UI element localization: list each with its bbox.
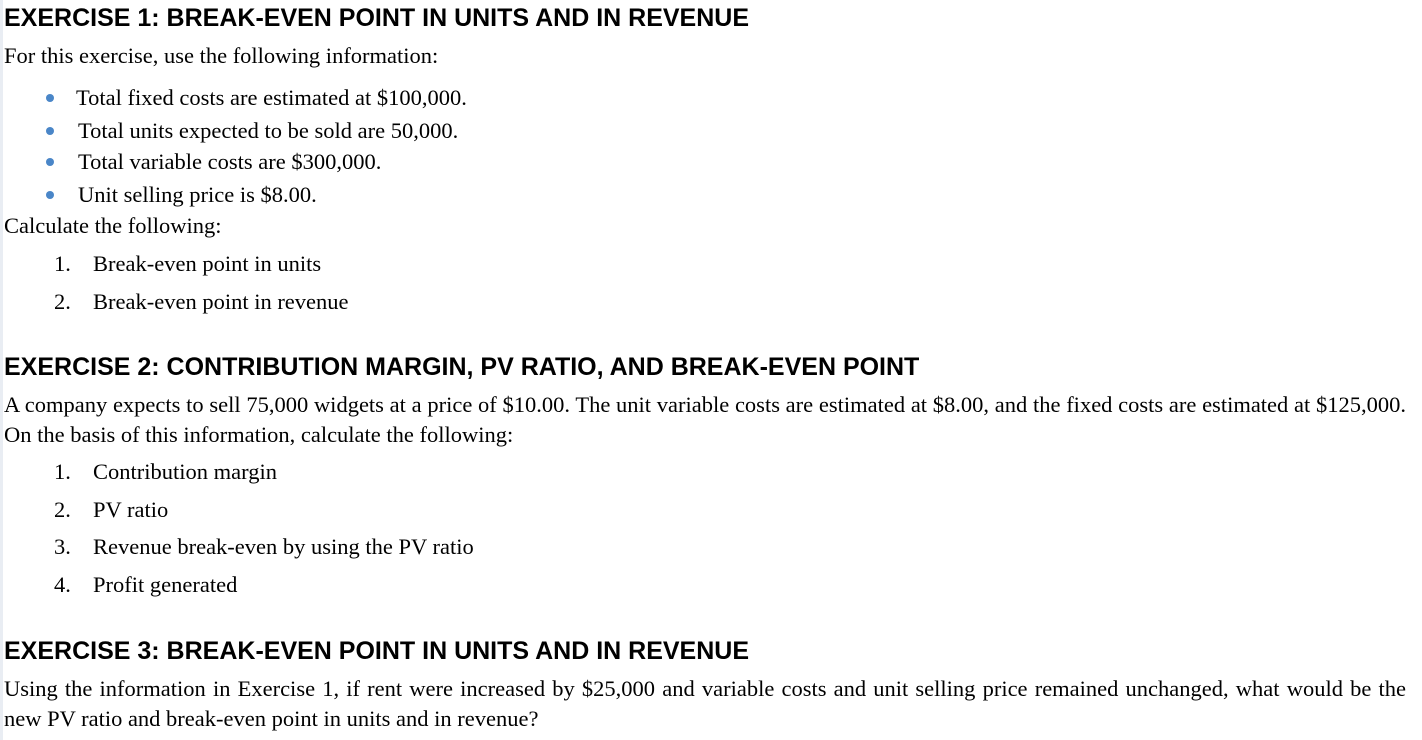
exercise-2-heading: EXERCISE 2: CONTRIBUTION MARGIN, PV RATIO, AND BREAK-EVEN POINT: [4, 353, 920, 381]
bullet-text: Total variable costs are $300,000.: [78, 149, 382, 174]
list-text: Revenue break-even by using the PV ratio: [93, 534, 474, 559]
bullet-dot-icon: [46, 94, 54, 102]
bullet-text: Total units expected to be sold are 50,000.: [78, 118, 459, 143]
exercise-1-heading: EXERCISE 1: BREAK-EVEN POINT IN UNITS AND IN REVENUE: [4, 4, 750, 32]
bullet-dot-icon: [46, 127, 54, 135]
list-number: 2.: [54, 497, 71, 522]
left-edge-bar: [0, 0, 3, 740]
exercise-3-body: Using the information in Exercise 1, if rent were increased by $25,000 and variable costs and unit selling price remained unchanged, what would be the new PV ratio and break-even point in units and in revenue?: [4, 676, 1406, 731]
bullet-text: Unit selling price is $8.00.: [78, 182, 317, 207]
exercise-3-heading: EXERCISE 3: BREAK-EVEN POINT IN UNITS AND IN REVENUE: [4, 637, 750, 665]
list-number: 1.: [54, 459, 71, 484]
list-number: 3.: [54, 534, 71, 559]
bullet-dot-icon: [46, 158, 54, 166]
exercise-1-calc-intro: Calculate the following:: [4, 213, 222, 238]
list-text: Profit generated: [93, 572, 238, 597]
list-number: 1.: [54, 251, 71, 276]
list-text: Break-even point in revenue: [93, 289, 349, 314]
list-text: Contribution margin: [93, 459, 277, 484]
list-number: 4.: [54, 572, 71, 597]
list-number: 2.: [54, 289, 71, 314]
bullet-text: Total fixed costs are estimated at $100,000.: [76, 85, 467, 110]
list-text: Break-even point in units: [93, 251, 322, 276]
exercise-2-body: A company expects to sell 75,000 widgets at a price of $10.00. The unit variable costs are estimated at $8.00, and the fixed costs are estimated at $125,000. On the basis of this information, calculate the following:: [4, 392, 1406, 447]
list-text: PV ratio: [93, 497, 169, 522]
exercise-1-intro: For this exercise, use the following information:: [4, 43, 439, 68]
bullet-dot-icon: [46, 191, 54, 199]
